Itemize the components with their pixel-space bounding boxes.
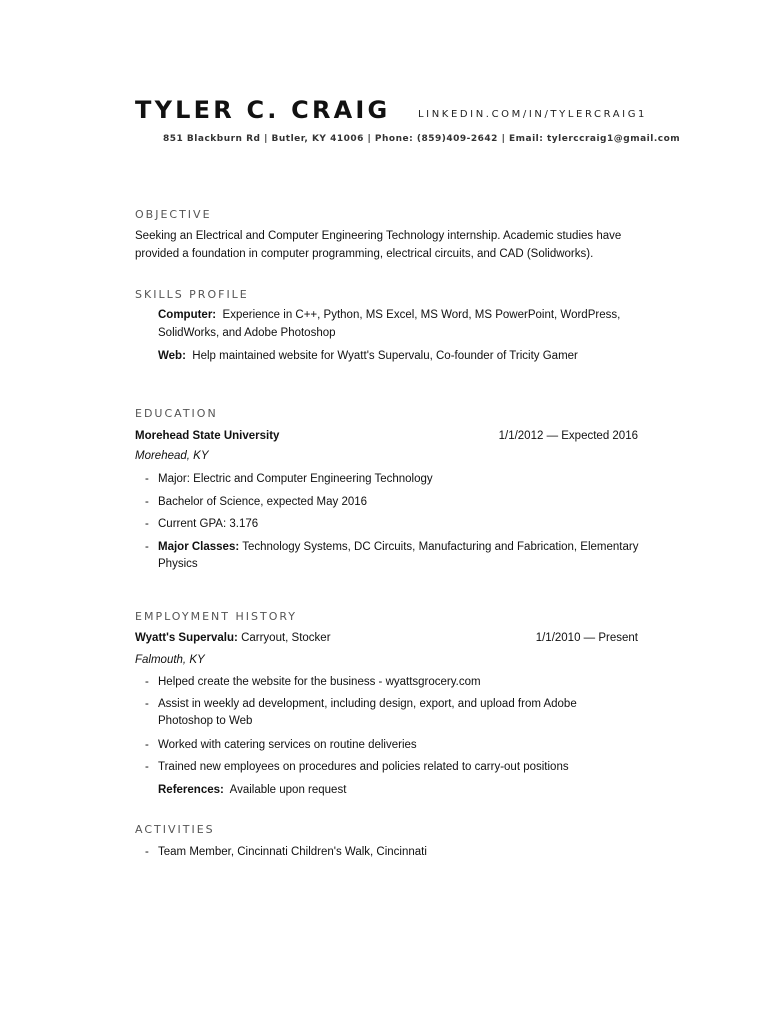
- education-location: Morehead, KY: [135, 450, 209, 462]
- major-classes-text: Technology Systems, DC Circuits, Manufacturing and Fabrication, Elementary: [242, 541, 639, 553]
- bullet-marker: -: [145, 761, 149, 773]
- education-bullet-1: Major: Electric and Computer Engineering Technology: [158, 473, 433, 485]
- references-text: Available upon request: [229, 784, 347, 796]
- education-bullet-2: Bachelor of Science, expected May 2016: [158, 496, 368, 508]
- objective-line-1: Seeking an Electrical and Computer Engineering Technology internship. Academic studies have: [135, 230, 622, 242]
- skills-web-text: Help maintained website for Wyatt's Supervalu, Co-founder of Tricity Gamer: [192, 350, 578, 362]
- objective-heading: OBJECTIVE: [135, 208, 212, 221]
- education-bullet-3: Current GPA: 3.176: [158, 518, 259, 530]
- school-name: Morehead State University: [135, 430, 280, 442]
- resume-name: TYLER C. CRAIG: [135, 96, 391, 124]
- skills-heading: SKILLS PROFILE: [135, 288, 249, 301]
- employer-name: Wyatt's Supervalu:: [135, 632, 238, 644]
- bullet-marker: -: [145, 496, 149, 508]
- employment-bullet-4: Trained new employees on procedures and policies related to carry-out positions: [158, 761, 569, 773]
- skills-web: [158, 347, 578, 365]
- linkedin-url: LINKEDIN.COM/IN/TYLERCRAIG1: [418, 109, 648, 120]
- bullet-marker: -: [145, 541, 149, 553]
- employment-bullet-3: Worked with catering services on routine deliveries: [158, 739, 417, 751]
- employment-bullet-1: Helped create the website for the business - wyattsgrocery.com: [158, 676, 481, 688]
- objective-line-2: provided a foundation in computer programming, electrical circuits, and CAD (Solidworks).: [135, 248, 594, 260]
- education-dates: 1/1/2012 — Expected 2016: [498, 430, 638, 442]
- employer-line: [135, 629, 331, 647]
- bullet-marker: -: [145, 473, 149, 485]
- skills-web-label: Web:: [158, 350, 186, 362]
- bullet-marker: -: [145, 676, 149, 688]
- major-classes-line-2: Physics: [158, 558, 198, 570]
- references-label: References:: [158, 784, 224, 796]
- bullet-marker: -: [145, 739, 149, 751]
- employment-dates: 1/1/2010 — Present: [535, 632, 638, 644]
- references-line: [158, 781, 346, 799]
- activities-heading: ACTIVITIES: [135, 823, 215, 836]
- employment-location: Falmouth, KY: [135, 654, 205, 666]
- employment-bullet-2: Assist in weekly ad development, including design, export, and upload from Adobe: [158, 698, 577, 710]
- bullet-marker: -: [145, 518, 149, 530]
- skills-computer-label: Computer:: [158, 309, 217, 321]
- skills-computer-text: Experience in C++, Python, MS Excel, MS Word, MS PowerPoint, WordPress,: [222, 309, 621, 321]
- employment-heading: EMPLOYMENT HISTORY: [135, 610, 298, 623]
- education-bullet-classes: [158, 538, 638, 556]
- employment-bullet-2-line-2: Photoshop to Web: [158, 715, 253, 727]
- bullet-marker: -: [145, 698, 149, 710]
- skills-computer: [158, 306, 620, 324]
- employer-role: Carryout, Stocker: [241, 632, 331, 644]
- activities-bullet-1: Team Member, Cincinnati Children's Walk, Cincinnati: [158, 846, 427, 858]
- skills-computer-line-2: SolidWorks, and Adobe Photoshop: [158, 327, 336, 339]
- contact-info: 851 Blackburn Rd | Butler, KY 41006 | Phone: (859)409-2642 | Email: tylerccraig1@gmail.com: [163, 134, 681, 144]
- major-classes-label: Major Classes:: [158, 541, 240, 553]
- education-heading: EDUCATION: [135, 407, 218, 420]
- bullet-marker: -: [145, 846, 149, 858]
